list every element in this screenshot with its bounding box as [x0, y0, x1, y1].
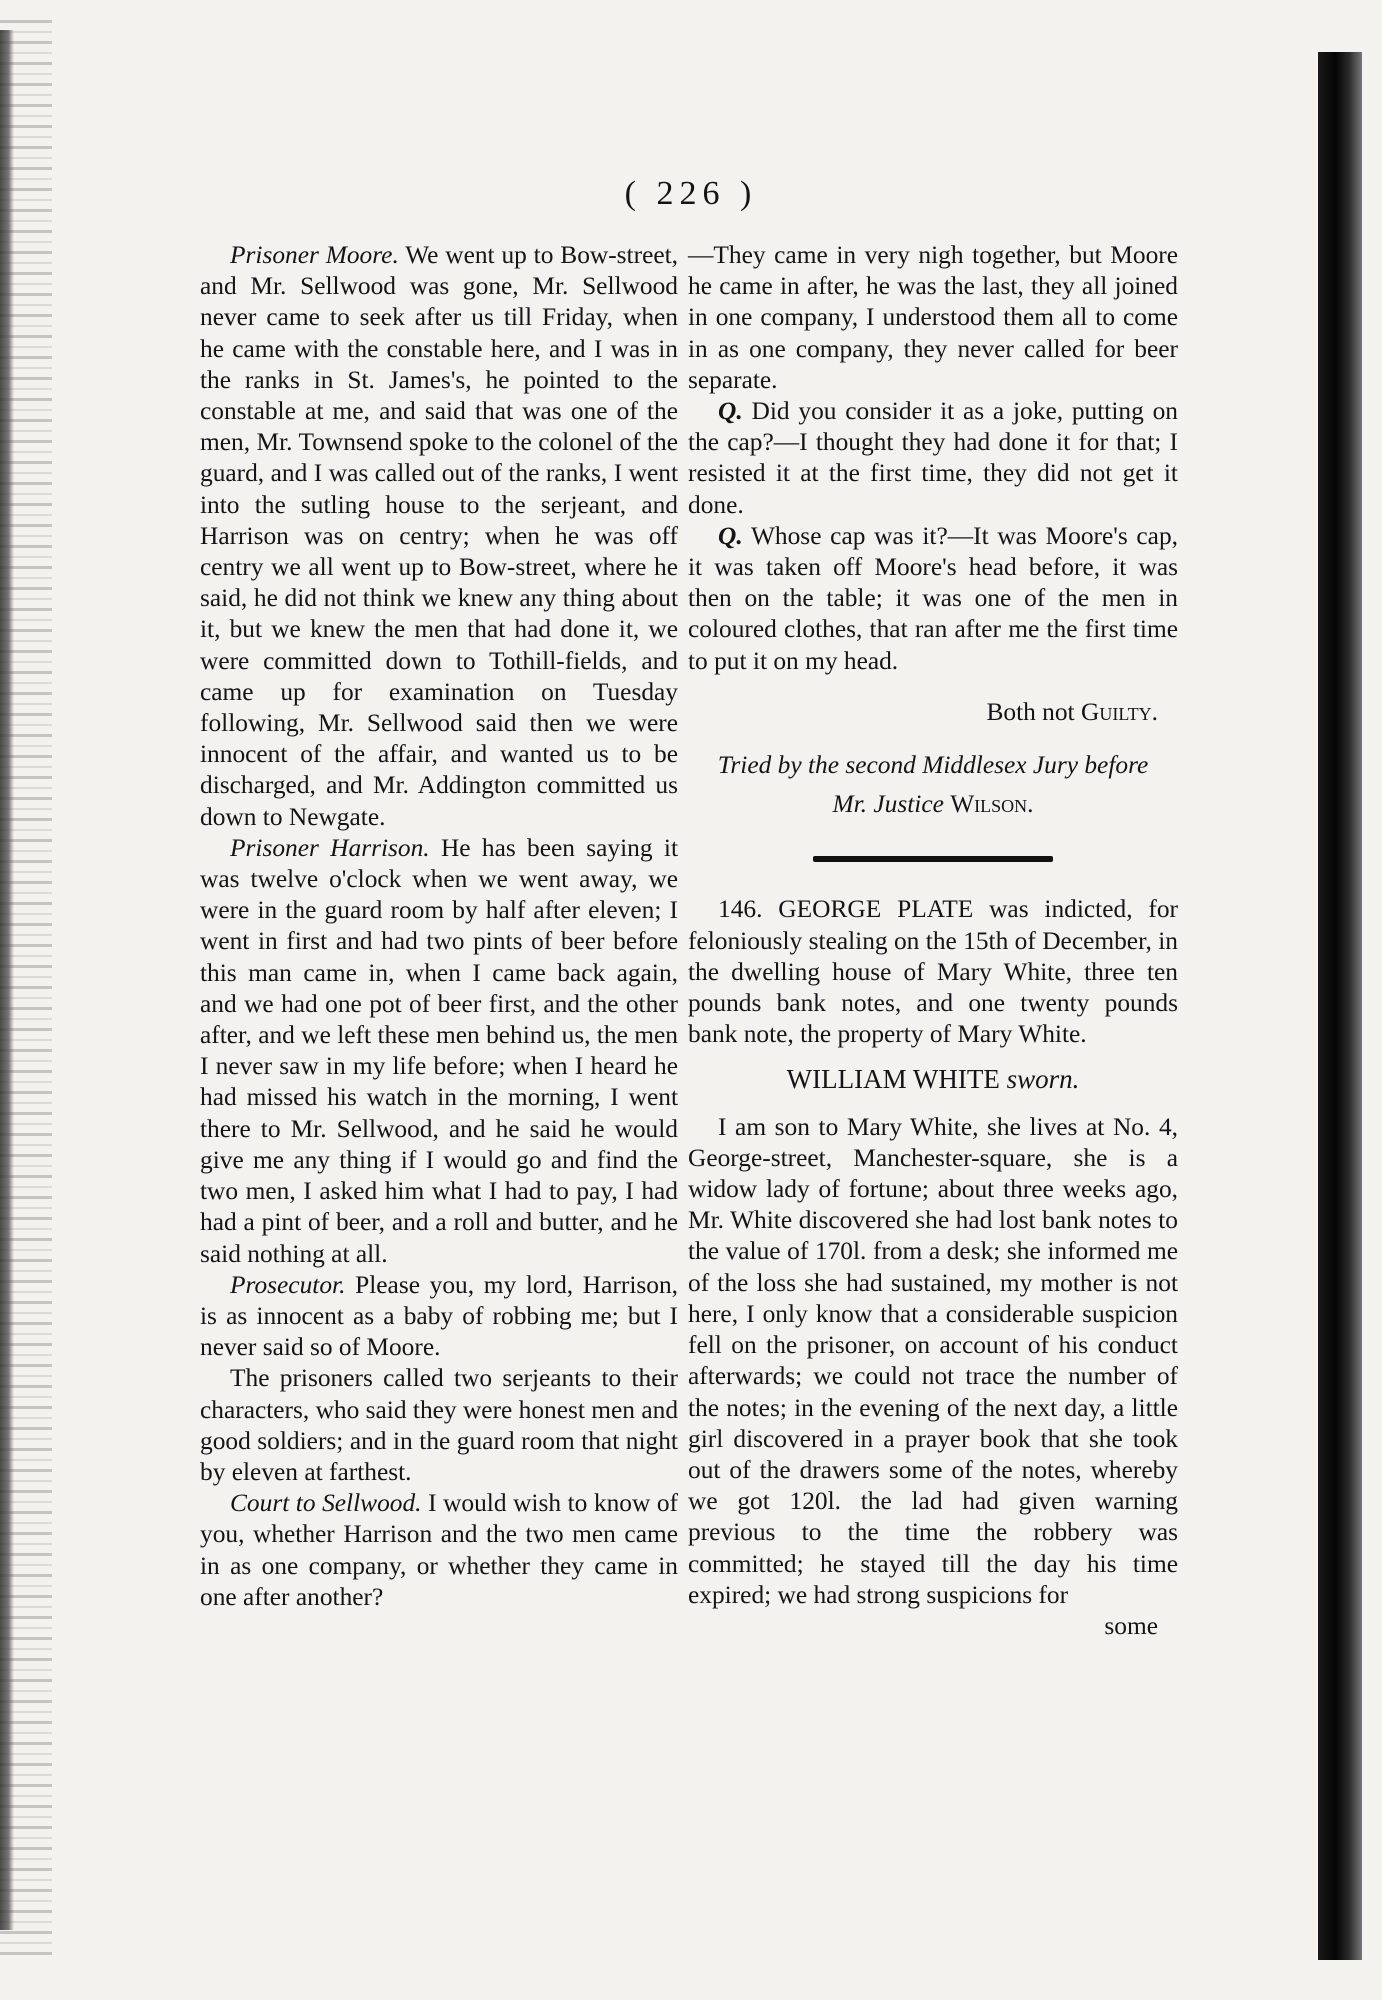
left-column — [200, 240, 678, 1613]
speaker-label: Prisoner Harrison. — [230, 833, 430, 862]
paragraph-text: We went up to Bow-street, and Mr. Sellwood was gone, Mr. Sellwood never came to seek after us till Friday, when he came with the constable here, and I was in the ranks in St. James's, he pointed to the constable at me, and said that was one of the men, Mr. Townsend spoke to the colonel of the guard, and I was called out of the ranks, I went into the sutling house to the serjeant, and Harrison was on centry; when he was off centry we all went up to Bow-street, where he said, he did not think we knew any thing about it, but we knew the men that had done it, we were committed down to Tothill-fields, and came up for examination on Tuesday following, Mr. Sellwood said then we were innocent of the affair, and wanted us to be discharged, and Mr. Addington committed us down to Newgate. — [200, 241, 679, 831]
tried-by-line: Tried by the second Middlesex Jury before — [717, 751, 1149, 780]
paragraph-text: 146. GEORGE PLATE was indicted, for feloniously stealing on the 15th of December, in the dwelling house of Mary White, three ten pounds bank notes, and one twenty pounds bank note, the property of Mary White. — [688, 895, 1178, 1049]
question-marker: Q. — [718, 397, 743, 426]
witness-sworn: sworn. — [1006, 1064, 1080, 1095]
scan-left-shadow — [0, 30, 14, 1930]
verdict — [688, 697, 1158, 728]
paragraph-court-to-sellwood — [200, 1488, 678, 1613]
scan-right-edge — [1318, 52, 1362, 1960]
paragraph-prisoner-moore — [200, 240, 678, 833]
paragraph-text: Did you consider it as a joke, putting on the cap?—I thought they had done it for that; I resisted it at the first time, they did not get it done. — [688, 397, 1178, 519]
question-marker: Q. — [718, 521, 743, 550]
witness-testimony — [688, 1112, 1178, 1611]
section-rule — [813, 856, 1053, 862]
speaker-label: Prosecutor. — [230, 1270, 346, 1299]
witness-heading — [688, 1064, 1178, 1095]
speaker-label: Prisoner Moore. — [230, 241, 399, 269]
paragraph-text: —They came in very nigh together, but Moore he came in after, he was the last, they all joined in one company, I understood them all to come in as one company, they never called for beer separate. — [688, 241, 1178, 394]
paragraph-character-witnesses — [200, 1363, 678, 1488]
paragraph-text: Please you, my lord, Harrison, is as innocent as a baby of robbing me; but I never said so of Moore. — [200, 1270, 678, 1362]
paragraph-question-joke — [688, 396, 1178, 521]
witness-name: WILLIAM WHITE — [786, 1064, 1000, 1095]
paragraph-text: The prisoners called two serjeants to their characters, who said they were honest men and good soldiers; and in the guard room that night by eleven at farthest. — [200, 1364, 679, 1486]
judge-name: Wilson. — [950, 790, 1034, 819]
paragraph-prosecutor — [200, 1270, 678, 1364]
paragraph-text: I would wish to know of you, whether Harrison and the two men came in as one company, or whether they came in one after another? — [200, 1489, 678, 1611]
verdict-prefix: Both not — [986, 697, 1075, 726]
judge-title: Mr. Justice — [832, 790, 944, 819]
paragraph-text: Whose cap was it?—It was Moore's cap, it was taken off Moore's head before, it was then on the table; it was one of the men in coloured clothes, that ran after me the first time to put it on my head. — [688, 521, 1178, 675]
page-number: ( 226 ) — [624, 175, 758, 212]
paragraph-text: He has been saying it was twelve o'clock when we went away, we were in the guard room by half after eleven; I went in first and had two pints of beer before this man came in, when I came back again, and we had one pot of beer first, and the other after, and we left these men behind us, the men I never saw in my life before; when I heard he had missed his watch in the morning, I went there to Mr. Sellwood, and he said he would give me any thing if I would go and find the two men, I asked him what I had to pay, I had had a pint of beer, and a roll and butter, and he said nothing at all. — [200, 833, 678, 1268]
verdict-word: Guilty. — [1080, 697, 1158, 726]
right-column — [688, 240, 1178, 1642]
paragraph-question-cap — [688, 521, 1178, 677]
paragraph-prisoner-harrison — [200, 833, 678, 1270]
catchword: some — [1104, 1611, 1158, 1640]
paragraph-answer — [688, 240, 1178, 396]
case-indictment — [688, 894, 1178, 1050]
paragraph-text: I am son to Mary White, she lives at No. 4, George-street, Manchester-square, she is a widow lady of fortune; about three weeks ago, Mr. White discovered she had lost bank notes to the value of 170l. from a desk; she informed me of the loss she had sustained, my mother is not here, I only know that a considerable suspicion fell on the prisoner, on account of his conduct afterwards; we could not trace the number of the notes; in the evening of the next day, a little girl discovered in a prayer book that she took out of the drawers some of the notes, whereby we got 120l. the lad had given warning previous to the time the robbery was committed; he stayed till the day his time expired; we had strong suspicions for — [688, 1112, 1178, 1609]
speaker-label: Court to Sellwood. — [230, 1489, 422, 1518]
judge-line — [688, 789, 1178, 820]
